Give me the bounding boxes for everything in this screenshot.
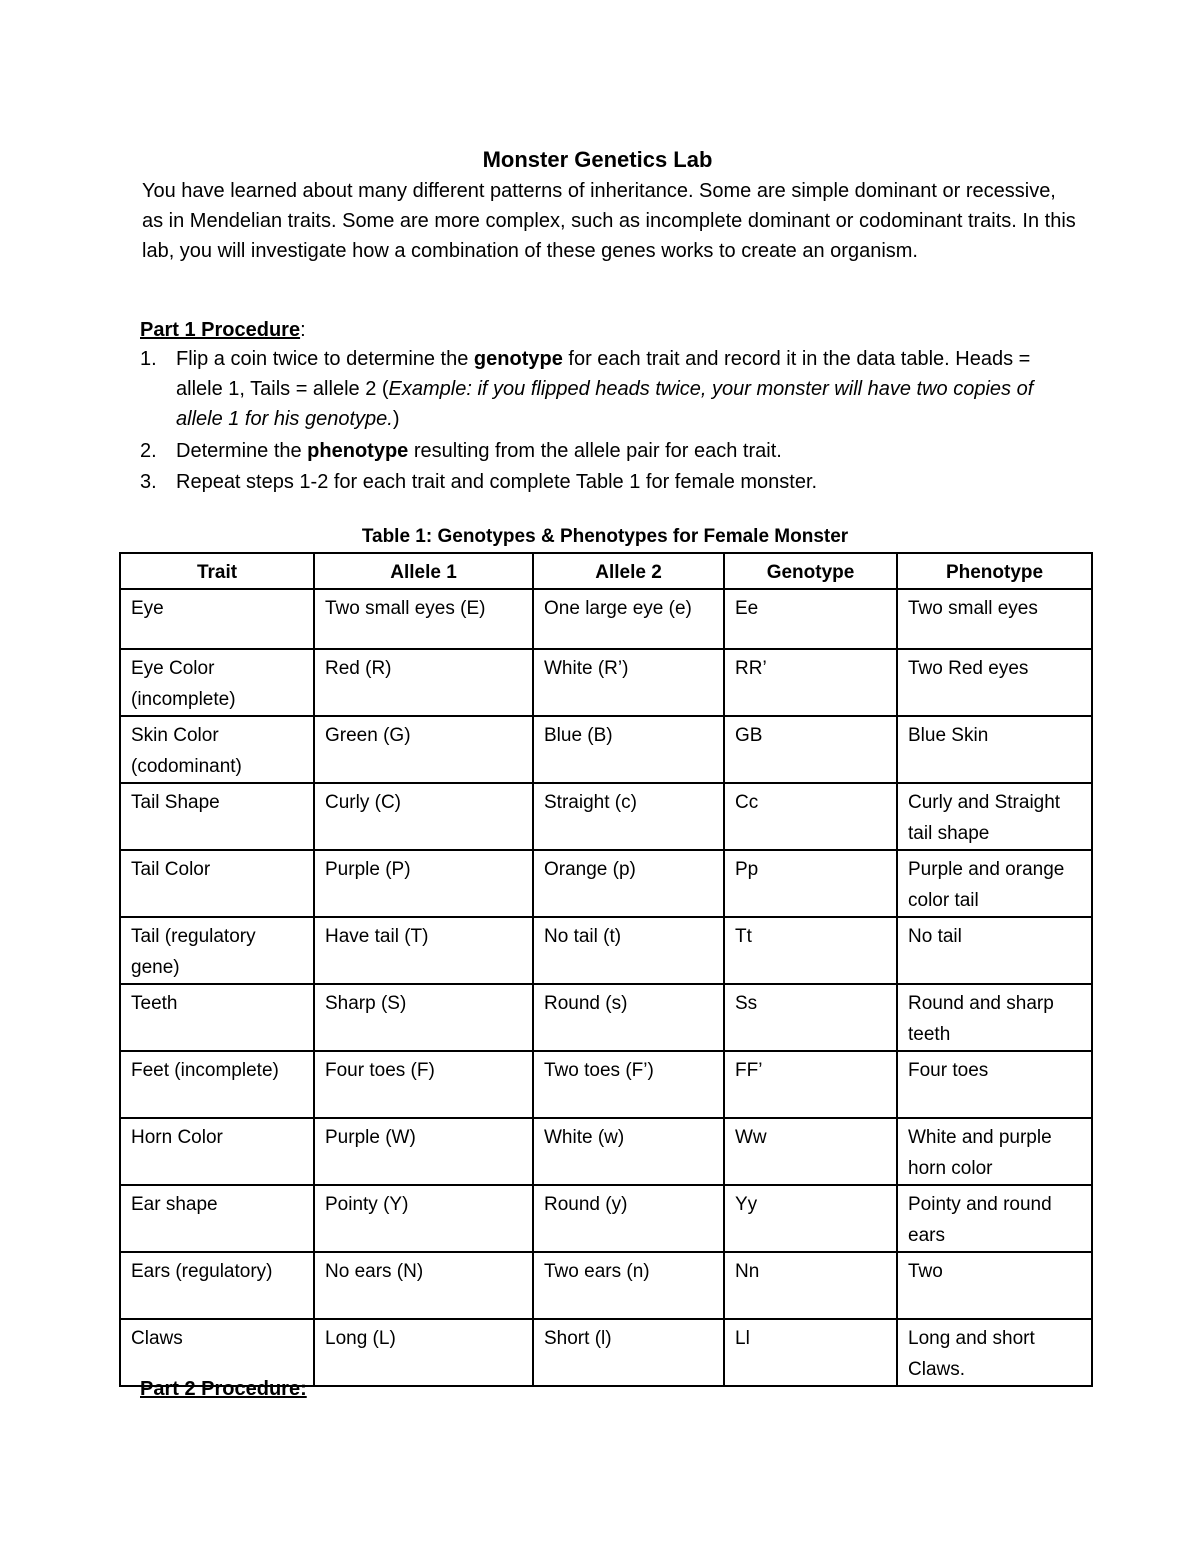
table-row	[120, 1051, 1092, 1118]
column-header-allele-1: Allele 1	[314, 553, 533, 589]
cell-genotype: Ll	[724, 1319, 897, 1386]
step-text: resulting from the allele pair for each trait.	[408, 440, 782, 462]
cell-allele-1: Curly (C)	[314, 783, 533, 850]
column-header-trait: Trait	[120, 553, 314, 589]
cell-genotype: Cc	[724, 783, 897, 850]
cell-allele-2: Straight (c)	[533, 783, 724, 850]
cell-allele-1: Two small eyes (E)	[314, 589, 533, 649]
cell-phenotype: Round and sharp teeth	[897, 984, 1092, 1051]
cell-genotype: Ww	[724, 1118, 897, 1185]
procedure-step-1	[140, 344, 1070, 434]
cell-trait: Tail (regulatory gene)	[120, 917, 314, 984]
column-header-allele-2: Allele 2	[533, 553, 724, 589]
cell-allele-1: No ears (N)	[314, 1252, 533, 1319]
procedure-step-2	[140, 436, 1070, 466]
cell-genotype: Pp	[724, 850, 897, 917]
cell-phenotype: Curly and Straight tail shape	[897, 783, 1092, 850]
step-text: Determine the	[176, 440, 308, 462]
step-text: )	[392, 408, 400, 430]
cell-allele-1: Purple (W)	[314, 1118, 533, 1185]
table-row	[120, 1185, 1092, 1252]
intro-paragraph: You have learned about many different patterns of inheritance. Some are simple dominant or recessive, as in Mendelian traits. Some are more complex, such as incomplete dominant or codominant traits. In this lab, you will investigate how a combination of these genes works to create an organism.	[142, 180, 1076, 262]
cell-phenotype: White and purple horn color	[897, 1118, 1092, 1185]
cell-phenotype: No tail	[897, 917, 1092, 984]
cell-allele-2: White (w)	[533, 1118, 724, 1185]
table-row	[120, 716, 1092, 783]
cell-trait: Eye	[120, 589, 314, 649]
cell-allele-1: Sharp (S)	[314, 984, 533, 1051]
cell-genotype: RR’	[724, 649, 897, 716]
cell-allele-2: Short (l)	[533, 1319, 724, 1386]
procedure-steps	[140, 344, 1070, 499]
cell-allele-2: Orange (p)	[533, 850, 724, 917]
part1-heading	[140, 316, 306, 344]
table-row	[120, 850, 1092, 917]
table-row	[120, 1118, 1092, 1185]
step-example: Example: if you flipped heads twice, your monster will have two copies of allele 1 for his genotype.	[176, 378, 1034, 430]
column-header-phenotype: Phenotype	[897, 553, 1092, 589]
step-text: Flip a coin twice to determine the	[176, 348, 474, 370]
table-row	[120, 1252, 1092, 1319]
cell-phenotype: Blue Skin	[897, 716, 1092, 783]
cell-allele-1: Four toes (F)	[314, 1051, 533, 1118]
cell-genotype: Ee	[724, 589, 897, 649]
cell-trait: Ear shape	[120, 1185, 314, 1252]
cell-genotype: Nn	[724, 1252, 897, 1319]
step-keyword: phenotype	[307, 440, 409, 462]
cell-allele-2: Round (y)	[533, 1185, 724, 1252]
cell-allele-2: White (R’)	[533, 649, 724, 716]
cell-allele-2: Blue (B)	[533, 716, 724, 783]
cell-phenotype: Two	[897, 1252, 1092, 1319]
cell-allele-2: Round (s)	[533, 984, 724, 1051]
procedure-step-3	[140, 467, 1070, 497]
cell-genotype: Ss	[724, 984, 897, 1051]
page-title: Monster Genetics Lab	[482, 147, 713, 172]
cell-trait: Eye Color (incomplete)	[120, 649, 314, 716]
cell-phenotype: Two small eyes	[897, 589, 1092, 649]
table-row	[120, 589, 1092, 649]
cell-phenotype: Four toes	[897, 1051, 1092, 1118]
genotype-phenotype-table	[119, 552, 1093, 1387]
cell-phenotype: Pointy and round ears	[897, 1185, 1092, 1252]
column-header-genotype: Genotype	[724, 553, 897, 589]
cell-allele-2: Two toes (F’)	[533, 1051, 724, 1118]
cell-trait: Skin Color (codominant)	[120, 716, 314, 783]
cell-allele-1: Green (G)	[314, 716, 533, 783]
step-number: 3.	[140, 471, 157, 493]
step-number: 2.	[140, 440, 157, 462]
table-header-row	[120, 553, 1092, 589]
cell-genotype: FF’	[724, 1051, 897, 1118]
table-row	[120, 917, 1092, 984]
table-caption: Table 1: Genotypes & Phenotypes for Female Monster	[361, 526, 849, 547]
cell-trait: Tail Color	[120, 850, 314, 917]
cell-allele-1: Have tail (T)	[314, 917, 533, 984]
cell-allele-1: Purple (P)	[314, 850, 533, 917]
part2-heading: Part 2 Procedure:	[140, 1378, 307, 1400]
step-keyword: genotype	[473, 348, 563, 370]
cell-allele-2: Two ears (n)	[533, 1252, 724, 1319]
cell-genotype: Tt	[724, 917, 897, 984]
step-text: Repeat steps 1-2 for each trait and complete Table 1 for female monster.	[176, 471, 818, 493]
cell-allele-1: Red (R)	[314, 649, 533, 716]
table-row	[120, 984, 1092, 1051]
step-number: 1.	[140, 348, 157, 370]
step-text: for each trait and record it in the data table. Heads = allele 1, Tails = allele 2 (	[176, 348, 1031, 400]
table-row	[120, 649, 1092, 716]
cell-trait: Teeth	[120, 984, 314, 1051]
cell-genotype: Yy	[724, 1185, 897, 1252]
cell-phenotype: Two Red eyes	[897, 649, 1092, 716]
cell-trait: Ears (regulatory)	[120, 1252, 314, 1319]
table-row	[120, 783, 1092, 850]
cell-trait: Claws	[120, 1319, 314, 1386]
cell-trait: Feet (incomplete)	[120, 1051, 314, 1118]
part1-heading-colon: :	[300, 319, 306, 341]
part1-heading-text: Part 1 Procedure	[140, 319, 301, 341]
cell-allele-1: Pointy (Y)	[314, 1185, 533, 1252]
cell-allele-1: Long (L)	[314, 1319, 533, 1386]
cell-allele-2: No tail (t)	[533, 917, 724, 984]
cell-phenotype: Purple and orange color tail	[897, 850, 1092, 917]
cell-genotype: GB	[724, 716, 897, 783]
cell-trait: Horn Color	[120, 1118, 314, 1185]
cell-phenotype: Long and short Claws.	[897, 1319, 1092, 1386]
cell-trait: Tail Shape	[120, 783, 314, 850]
cell-allele-2: One large eye (e)	[533, 589, 724, 649]
